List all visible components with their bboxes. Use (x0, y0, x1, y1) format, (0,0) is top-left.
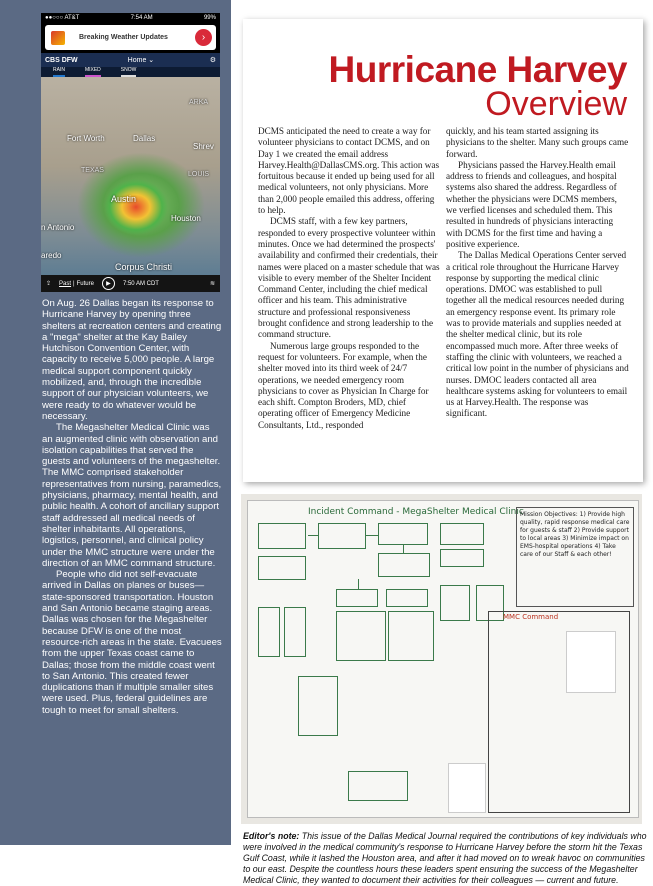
org-box (298, 676, 338, 736)
org-box (440, 549, 484, 567)
carrier-label: ●●○○○ AT&T (45, 15, 80, 21)
legend-mixed: MIXED (85, 67, 101, 77)
map-label-arka: ARKA (189, 99, 209, 106)
banner-title: Breaking Weather Updates (79, 34, 168, 41)
future-button[interactable]: Future (76, 280, 94, 287)
whiteboard-title: Incident Command - MegaShelter Medical Clinic (308, 507, 524, 517)
sidebar-paragraph: People who did not self-evacuate arrived in Dallas on planes or buses—state-sponsored transportation. Houston and San Antonio became staging areas. Dallas was chosen for the Megashelter because DFW is one of the most resource-rich areas in the state. Evacuees from the upper Texas coast came to Dallas; those from the middle coast went to San Antonio. This created fewer duplications than if multiple smaller sites were used. Plus, federal guidelines are tough to meet for small shelters. (42, 569, 222, 716)
legend-snow: SNOW (121, 67, 137, 77)
org-box (258, 556, 306, 580)
mission-objectives: Mission Objectives: 1) Provide high quality, rapid response medical care for guests & staff 2) Provide support to local areas 3) Minimize impact on EMS-hospital operations 4) Take care of our Staff & each other! (516, 507, 634, 607)
editors-note-label: Editor's note: (243, 831, 300, 841)
org-box (378, 523, 428, 545)
sidebar-paragraph: On Aug. 26 Dallas began its response to Hurricane Harvey by opening three shelters at recreation centers and creating a "mega" shelter at the Kay Bailey Hutchison Convention Center, with capacity to receive 5,000 people. A large medical support component quickly mobilized, and, through the incredible support of our physician volunteers, we were ready to do whatever would be necessary. (42, 298, 222, 422)
article-paragraph: Numerous large groups responded to the request for volunteers. For example, when the shelter moved into its third week of 24/7 operations, we needed emergency room physicians to cover as Physician In Charge for each shift. Compton Broders, MD, chief operating officer of Emergency Medicine Consultants, Ltd., responded (258, 340, 429, 430)
org-line (358, 579, 359, 589)
org-box (336, 611, 386, 661)
article-subtitle: Overview (485, 85, 627, 123)
radar-timestamp: 7:50 AM CDT (122, 280, 159, 287)
battery-label: 99% (203, 15, 216, 21)
org-box (388, 611, 434, 661)
whiteboard (247, 500, 639, 818)
article-paragraph: quickly, and his team started assigning its physicians to the shelter. Many such groups came forward. (446, 126, 629, 159)
taped-paper (566, 631, 616, 693)
editors-note (243, 831, 648, 886)
share-icon[interactable]: ⇪ (46, 281, 52, 287)
org-box (440, 585, 470, 621)
org-line (308, 535, 318, 536)
article-column-right (446, 126, 629, 420)
org-box (258, 607, 280, 657)
article-paragraph: Physicians passed the Harvey.Health email address to friends and colleagues, and hospital systems also shared the address. Regardless of whether the physicians were DCMS members, we verfied licenses and scheduled them. This resulted in hundreds of physicians interacting with DCMS for the first time and having a positive experience. (446, 159, 617, 249)
map-label-dallas: Dallas (133, 134, 156, 143)
sidebar-paragraph: The Megashelter Medical Clinic was an augmented clinic with observation and isolation capabilities that served the guests and volunteers of the megashelter. The MMC comprised stakeholder representatives from nursing, paramedics, physicians, pharmacy, mental health, and public health. A cohort of ancillary support staff addressed all medical needs of shelter inhabitants. All operations, logistics, personnel, and clinical policy under the MMC structure were under the direction of an MMC command structure. (42, 422, 222, 569)
whiteboard-photo (241, 494, 642, 824)
org-box (258, 523, 306, 549)
radar-controls (41, 275, 220, 292)
org-box (348, 771, 408, 801)
map-label-laredo: aredo (41, 251, 62, 260)
map-label-texas: TEXAS (81, 167, 104, 174)
org-box (440, 523, 484, 545)
map-label-san-antonio: n Antonio (41, 223, 75, 232)
news-app-icon (51, 31, 65, 45)
org-line (366, 535, 378, 536)
article-column-left (258, 126, 441, 431)
divider: | (73, 280, 75, 287)
map-label-fort-worth: Fort Worth (67, 134, 105, 143)
home-dropdown[interactable]: Home ⌄ (127, 57, 155, 64)
editors-note-text: This issue of the Dallas Medical Journal required the contributions of key individuals who were involved in the medical community's response to Hurricane Harvey before the storm hit the Texas Gulf Coast, while it lashed the Houston area, and after it had moved on to wreak havoc on communities to our east. Despite the countless hours these leaders spent ensuring the success of the Megashelter Medical Clinic, they wanted to document their activities for their colleagues — current and future. (243, 831, 647, 885)
org-box (284, 607, 306, 657)
sidebar-text (42, 298, 222, 716)
article-paragraph: DCMS anticipated the need to create a way for volunteer physicians to contact DCMS, and on Day 1 we created the email address Harvey.Health@DallasCMS.org. This action was fortuitous because it ended up being used for all medical volunteers, not only physicians. More than 2,000 people emailed this address, offering to help. (258, 126, 440, 216)
org-box (336, 589, 378, 607)
breaking-news-banner[interactable] (45, 25, 216, 50)
gear-icon[interactable]: ⚙ (209, 57, 216, 64)
article-title: Hurricane Harvey (328, 49, 627, 90)
layers-icon[interactable]: ≋ (209, 281, 215, 287)
org-box (378, 553, 430, 577)
past-button[interactable]: Past (59, 280, 72, 287)
map-label-corpus-christi: Corpus Christi (115, 262, 173, 272)
cbs-dfw-logo: CBS DFW (45, 56, 78, 64)
map-label-austin: Austin (111, 194, 137, 204)
org-box (386, 589, 428, 607)
phone-status-bar (41, 13, 220, 23)
map-label-shrev: Shrev (193, 142, 214, 151)
chevron-right-icon[interactable]: › (195, 29, 212, 46)
app-header (41, 53, 220, 67)
radar-map[interactable] (41, 77, 220, 275)
taped-paper (448, 763, 486, 813)
map-label-houston: Houston (171, 214, 201, 223)
map-label-louis: LOUIS (188, 171, 210, 178)
article-paragraph: The Dallas Medical Operations Center served a critical role throughout the Hurricane Harvey response by supporting the medical clinic operations. DMOC was established to pull together all the medical resources needed during an emergency response event. Its primary role was to provide materials and supplies needed at the shelter medical clinic, but its role encompassed much more. After three weeks of staffing the clinic with volunteers, we reached a critical low point in the number of physicians and nurses. DMOC leaders contacted all area healthcare systems asking for volunteers to email us at Harvey.Health. The response was significant. (446, 250, 629, 419)
phone-screenshot (41, 13, 220, 292)
precip-legend (41, 67, 220, 77)
mmc-command-title: MMC Command (503, 613, 559, 621)
clock-label: 7:54 AM (130, 15, 153, 21)
play-icon[interactable]: ▶ (102, 277, 115, 290)
org-line (403, 545, 404, 553)
legend-rain: RAIN (53, 67, 65, 77)
org-box (318, 523, 366, 549)
article-paragraph: DCMS staff, with a few key partners, responded to every prospective volunteer within minutes. Once we had determined the prospects' availability and confirmed their credentials, their names were placed on a master schedule that was visible to every member of the Shelter Incident Command Center, including the chief medical officer and his team. This administrative structure and professional responsiveness brought confidence and strong leadership to the command structure. (258, 216, 440, 340)
article-card (243, 19, 643, 482)
